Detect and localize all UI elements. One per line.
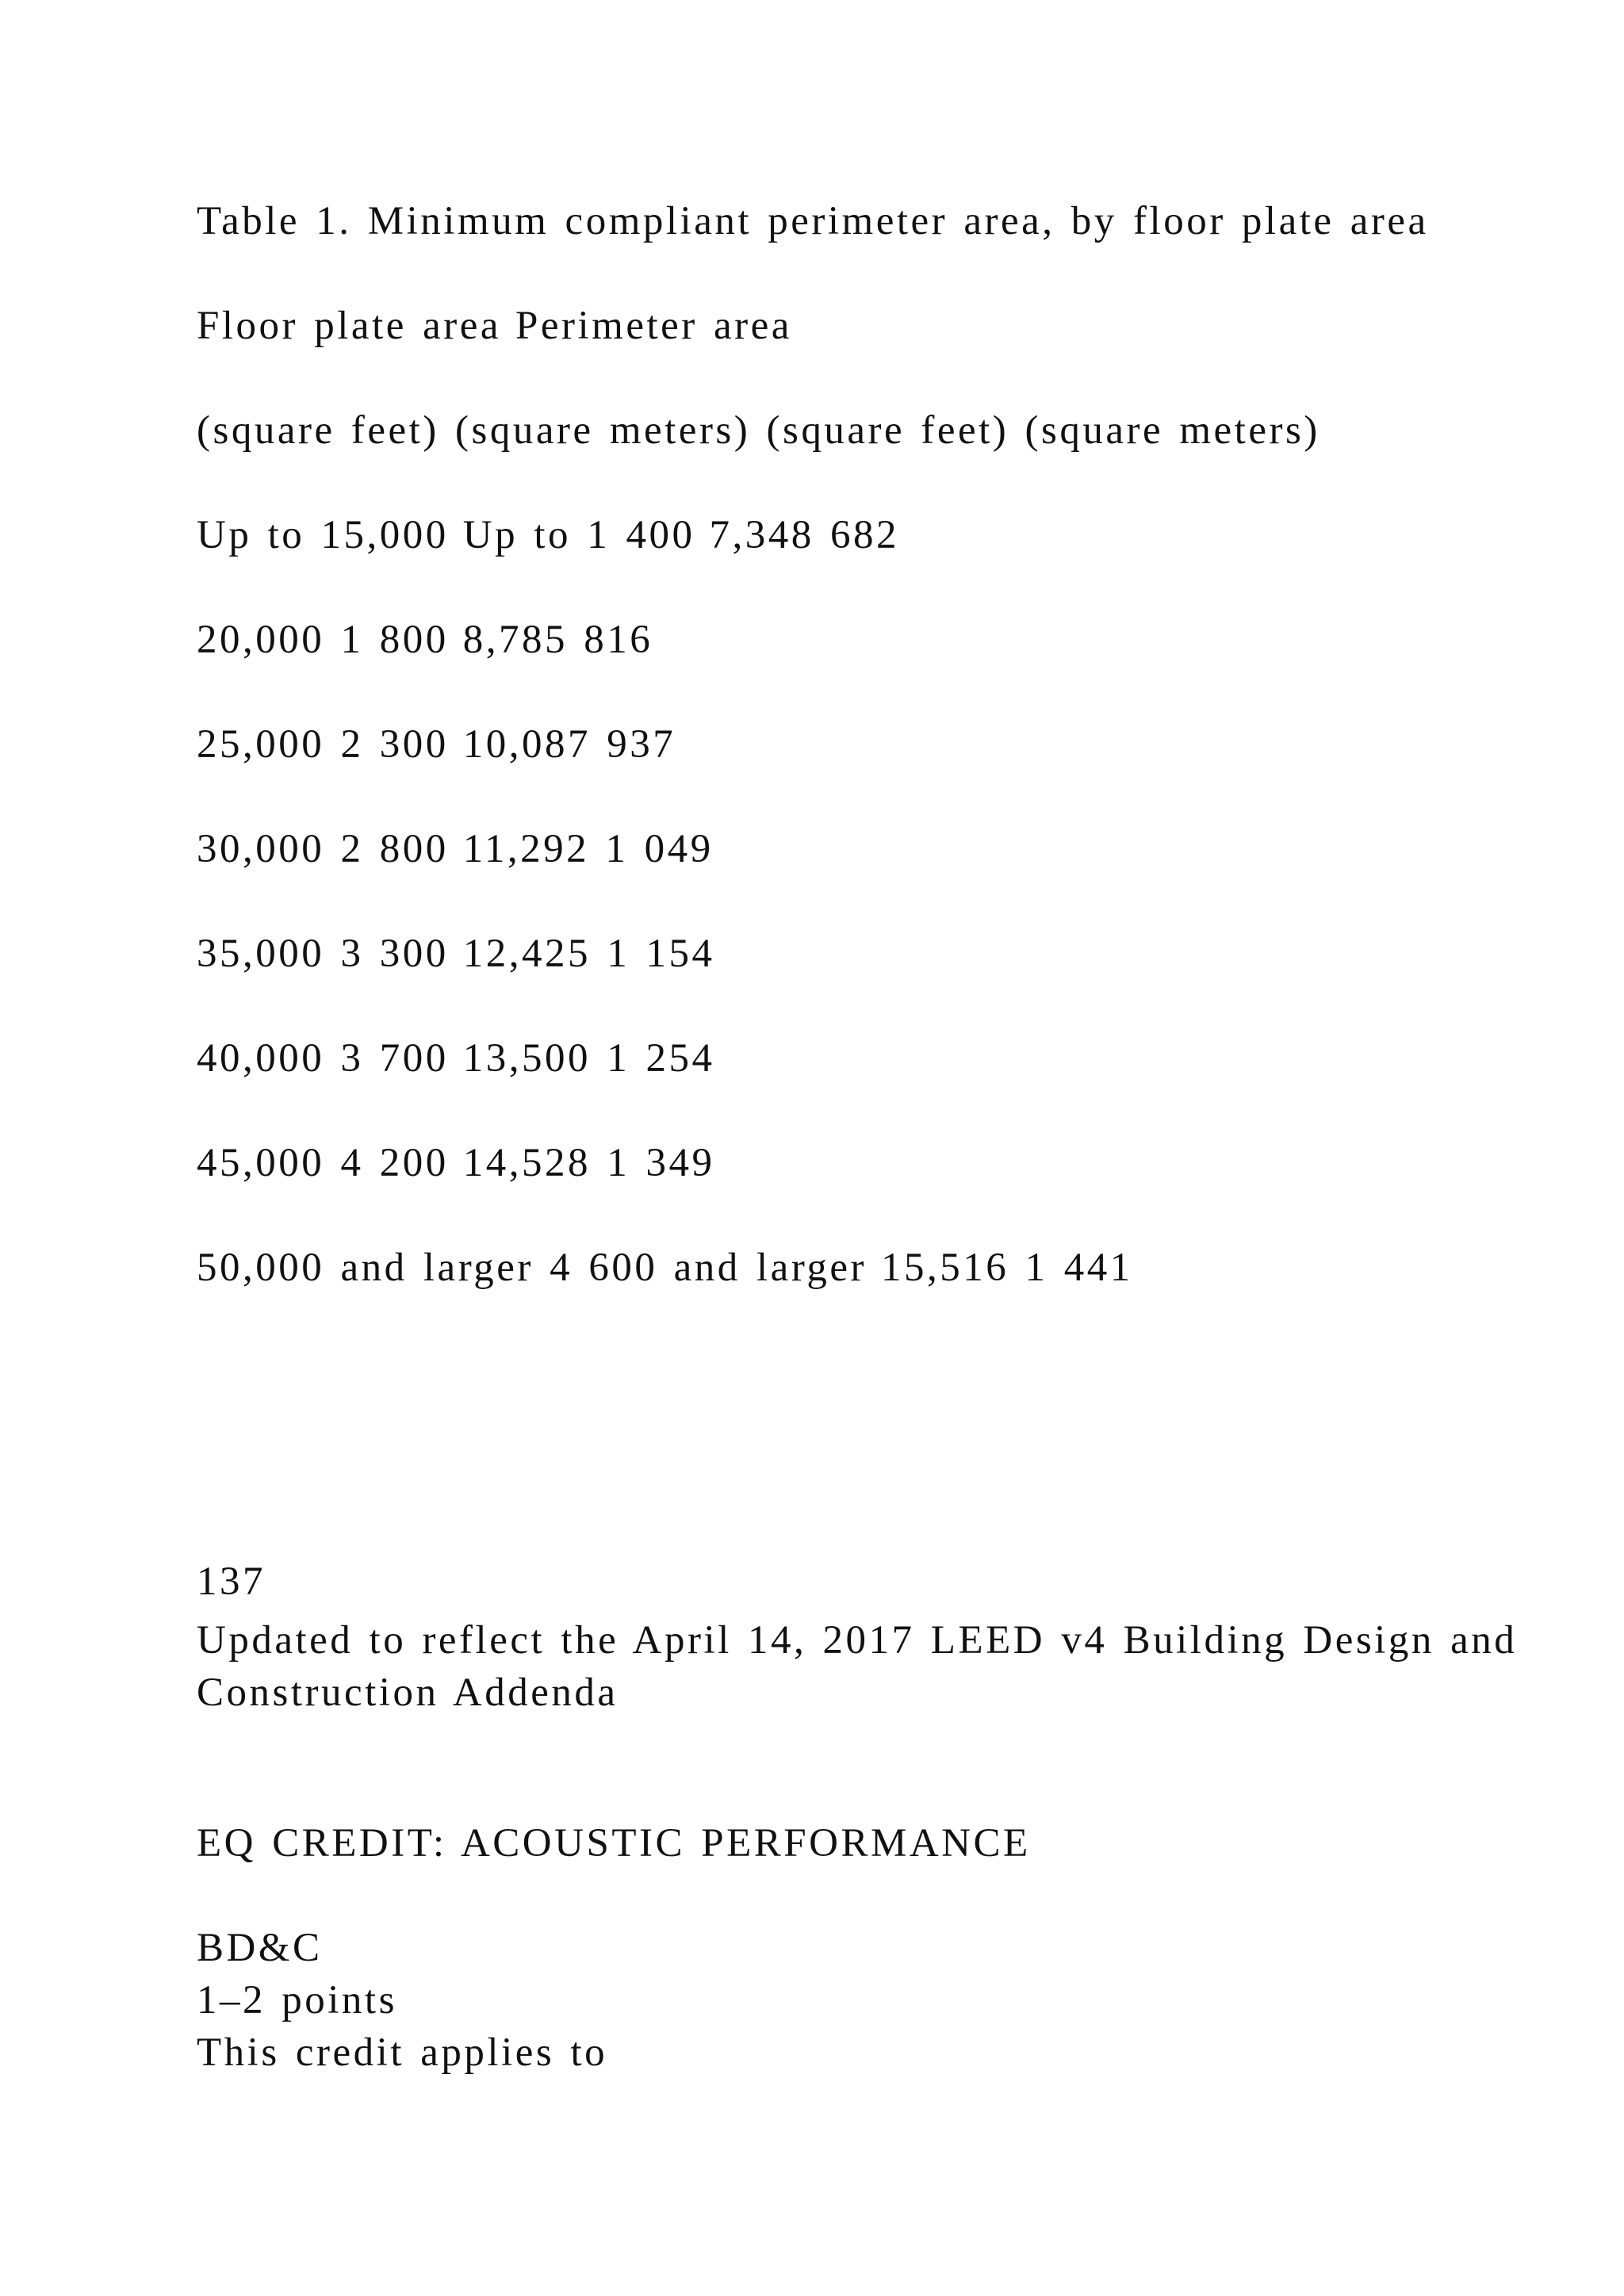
unit-perimeter-square-meters: (square meters): [1025, 408, 1320, 453]
cell-perimeter-square-meters: 1 441: [1025, 1246, 1133, 1290]
table-caption: Table 1. Minimum compliant perimeter area, by floor plate area: [197, 199, 1429, 243]
table-row: [197, 1143, 715, 1184]
cell-perimeter-square-meters: 1 049: [605, 827, 714, 871]
table-row: [197, 620, 653, 660]
cell-floor-square-feet: 40,000: [197, 1036, 325, 1081]
unit-perimeter-square-feet: (square feet): [766, 408, 1009, 453]
cell-floor-square-meters: 1 800: [340, 618, 449, 662]
cell-perimeter-square-meters: 1 254: [607, 1036, 715, 1081]
credit-title: EQ CREDIT: ACOUSTIC PERFORMANCE: [197, 1821, 1031, 1866]
cell-perimeter-square-meters: 937: [607, 722, 676, 767]
header-floor-plate-area: Floor plate area: [197, 304, 502, 348]
applies-to-label: This credit applies to: [197, 2030, 608, 2075]
cell-perimeter-square-meters: 1 349: [607, 1141, 715, 1185]
cell-floor-square-meters: Up to 1 400: [462, 513, 695, 557]
cell-perimeter-square-feet: 10,087: [462, 722, 591, 767]
unit-floor-square-meters: (square meters): [455, 408, 751, 453]
cell-perimeter-square-feet: 13,500: [462, 1036, 591, 1081]
cell-perimeter-square-feet: 15,516: [881, 1246, 1009, 1290]
table-row: [197, 722, 676, 767]
cell-perimeter-square-feet: 11,292: [462, 827, 590, 871]
cell-floor-square-meters: 2 800: [340, 827, 449, 871]
cell-floor-square-feet: 50,000 and larger: [197, 1246, 534, 1290]
addenda-note: Updated to reflect the April 14, 2017 LEED v4 Building Design and Construction Addenda: [197, 1618, 1518, 1715]
cell-floor-square-feet: 20,000: [197, 618, 325, 662]
cell-floor-square-feet: Up to 15,000: [197, 513, 449, 557]
unit-floor-square-feet: (square feet): [197, 408, 439, 453]
table-row: [197, 1248, 1133, 1288]
table-row: [197, 934, 715, 974]
table-units-row: [197, 408, 1320, 453]
cell-floor-square-meters: 4 600 and larger: [550, 1246, 867, 1290]
table-row: [197, 1036, 715, 1081]
cell-floor-square-meters: 3 300: [340, 932, 449, 976]
cell-floor-square-feet: 45,000: [197, 1141, 325, 1185]
cell-perimeter-square-meters: 1 154: [607, 932, 715, 976]
cell-perimeter-square-feet: 7,348: [709, 513, 814, 557]
cell-perimeter-square-meters: 682: [830, 513, 899, 557]
cell-perimeter-square-meters: 816: [584, 618, 653, 662]
cell-perimeter-square-feet: 8,785: [462, 618, 568, 662]
rating-system: BD&C: [197, 1926, 323, 1970]
header-perimeter-area: Perimeter area: [515, 304, 792, 348]
table-header-row: [197, 306, 792, 346]
table-row: [197, 515, 899, 556]
cell-floor-square-meters: 2 300: [340, 722, 449, 767]
cell-floor-square-meters: 4 200: [340, 1141, 449, 1185]
cell-perimeter-square-feet: 14,528: [462, 1141, 591, 1185]
points-value: 1–2 points: [197, 1978, 397, 2022]
cell-floor-square-meters: 3 700: [340, 1036, 449, 1081]
cell-floor-square-feet: 25,000: [197, 722, 325, 767]
cell-floor-square-feet: 35,000: [197, 932, 325, 976]
table-row: [197, 829, 714, 870]
cell-perimeter-square-feet: 12,425: [462, 932, 591, 976]
page-number: 137: [197, 1559, 266, 1604]
cell-floor-square-feet: 30,000: [197, 827, 325, 871]
